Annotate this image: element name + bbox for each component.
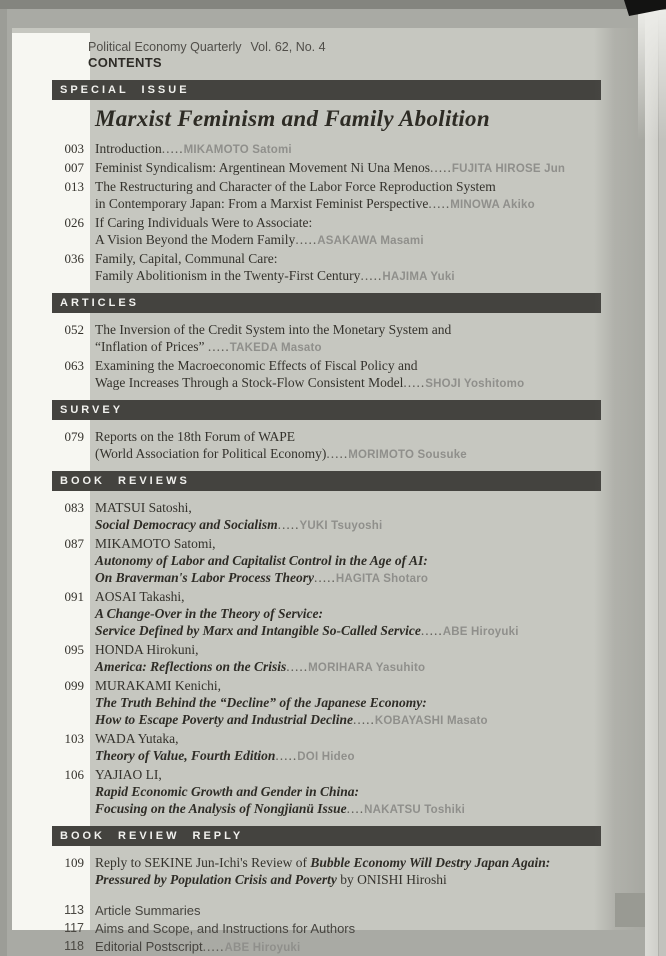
book-title-text: How to Escape Poverty and Industrial Decline — [95, 712, 353, 727]
entry-lines — [88, 214, 645, 250]
toc-entry — [12, 588, 645, 641]
entry-text: Feminist Syndicalism: Argentinean Movement Ni Una Menos — [95, 160, 430, 175]
leader-dots: ..... — [295, 232, 318, 247]
leader-dots: ..... — [353, 712, 375, 727]
leader-dots: ..... — [403, 375, 426, 390]
entry-line — [95, 195, 645, 214]
entry-lines — [88, 766, 645, 819]
entry-author: YUKI Tsuyoshi — [299, 520, 383, 532]
entry-line — [95, 267, 645, 286]
entry-page-number: 103 — [64, 731, 84, 746]
leader-dots: ..... — [420, 623, 443, 638]
section-bar — [52, 471, 601, 491]
entry-lines — [88, 250, 645, 286]
entry-author: ASAKAWA Masami — [317, 235, 424, 247]
entry-lines — [88, 854, 645, 888]
entry-line — [95, 920, 645, 937]
entry-line — [95, 694, 645, 711]
entry-author: HAGITA Shotaro — [335, 573, 429, 585]
entry-page-number: 095 — [64, 642, 84, 657]
book-title-text: Social Democracy and Socialism — [95, 517, 278, 532]
toc-entry — [12, 250, 645, 286]
journal-issue: Vol. 62, No. 4 — [250, 40, 326, 54]
entry-line — [95, 854, 645, 871]
entry-line — [95, 178, 645, 195]
entry-author: ABE Hiroyuki — [442, 626, 519, 638]
toc-entry — [12, 140, 645, 159]
entry-page-number: 099 — [64, 678, 84, 693]
entry-line — [95, 569, 645, 588]
entry-text: Family, Capital, Communal Care: — [95, 251, 278, 266]
entry-text: in Contemporary Japan: From a Marxist Feminist Perspective — [95, 196, 429, 211]
entry-author: TAKEDA Masato — [229, 342, 322, 354]
entry-lines — [88, 641, 645, 677]
entry-author: KOBAYASHI Masato — [374, 715, 488, 727]
entry-text: Article Summaries — [95, 903, 201, 918]
entry-line — [95, 730, 645, 747]
section-entries — [12, 902, 645, 956]
toc-entry — [12, 499, 645, 535]
entry-line — [95, 938, 645, 956]
entry-lines — [88, 178, 645, 214]
entry-line — [95, 677, 645, 694]
entry-lines — [88, 535, 645, 588]
entry-text: WADA Yutaka, — [95, 731, 179, 746]
entry-page-number: 079 — [64, 429, 84, 444]
leader-dots: ..... — [286, 659, 309, 674]
page-edge-band — [645, 10, 658, 956]
entry-page-number: 117 — [64, 921, 84, 935]
toc-entry — [12, 938, 645, 956]
entry-line — [95, 605, 645, 622]
book-title-text: Theory of Value, Fourth Edition — [95, 748, 276, 763]
entry-line — [95, 588, 645, 605]
book-edge — [658, 10, 666, 956]
book-title-text: Pressured by Population Crisis and Poverty — [95, 872, 337, 887]
section-bar-label: BOOK REVIEWS — [60, 475, 190, 487]
entry-lines — [88, 902, 645, 919]
toc-entry — [12, 535, 645, 588]
book-title-text: America: Reflections on the Crisis — [95, 659, 287, 674]
entry-page-number: 083 — [64, 500, 84, 515]
entry-page-number: 113 — [64, 903, 84, 917]
section-entries — [12, 854, 645, 888]
entry-line — [95, 800, 645, 819]
entry-text: YAJIAO LI, — [95, 767, 162, 782]
entry-author: FUJITA HIROSE Jun — [451, 163, 566, 175]
section-bar-label: SURVEY — [60, 404, 124, 416]
entry-line — [95, 658, 645, 677]
photo-top-strip — [0, 0, 666, 9]
entry-line — [95, 766, 645, 783]
entry-line — [95, 231, 645, 250]
toc-entry — [12, 920, 645, 937]
entry-line — [95, 552, 645, 569]
entry-lines — [88, 730, 645, 766]
entry-text: Reply to SEKINE Jun-Ichi's Review of — [95, 855, 311, 870]
journal-masthead — [88, 40, 645, 55]
entry-text: Family Abolitionism in the Twenty-First Century — [95, 268, 361, 283]
entry-author: MORIHARA Yasuhito — [308, 662, 426, 674]
entry-text: MATSUI Satoshi, — [95, 500, 192, 515]
entry-line — [95, 783, 645, 800]
entry-text: MIKAMOTO Satomi, — [95, 536, 216, 551]
entry-line — [95, 321, 645, 338]
section-bar — [52, 293, 601, 313]
toc-entry — [12, 428, 645, 464]
book-title-text: Bubble Economy Will Destry Japan Again: — [310, 855, 551, 870]
entry-line — [95, 516, 645, 535]
book-title-text: A Change-Over in the Theory of Service: — [95, 606, 323, 621]
section-bar-label: BOOK REVIEW REPLY — [60, 830, 244, 842]
entry-page-number: 087 — [64, 536, 84, 551]
leader-dots: ..... — [326, 446, 349, 461]
leader-dots: ..... — [202, 939, 225, 954]
entry-line — [95, 747, 645, 766]
toc-entry — [12, 214, 645, 250]
toc-entry — [12, 178, 645, 214]
entry-line — [95, 357, 645, 374]
entry-author: DOI Hideo — [297, 751, 355, 763]
entry-text: by ONISHI Hiroshi — [336, 872, 447, 887]
book-title-text: Focusing on the Analysis of Nongjianü Issue — [95, 801, 347, 816]
special-issue-title: Marxist Feminism and Family Abolition — [95, 106, 490, 131]
toc-entry — [12, 730, 645, 766]
leader-dots: ..... — [360, 268, 383, 283]
toc-entry — [12, 321, 645, 357]
section-bar — [52, 400, 601, 420]
section-bar-label: ARTICLES — [60, 297, 139, 309]
entry-page-number: 109 — [64, 855, 84, 870]
toc-entry — [12, 766, 645, 819]
section-entries — [12, 499, 645, 819]
entry-line — [95, 428, 645, 445]
entry-page-number: 026 — [64, 215, 84, 230]
entry-author: ABE Hiroyuki — [224, 942, 301, 954]
toc-entry — [12, 159, 645, 178]
entry-line — [95, 250, 645, 267]
leader-dots: ..... — [207, 339, 230, 354]
toc-entry — [12, 902, 645, 919]
entry-lines — [88, 428, 645, 464]
entry-lines — [88, 357, 645, 393]
book-title-text: Service Defined by Marx and Intangible So-Called Service — [95, 623, 421, 638]
toc-entry — [12, 357, 645, 393]
leader-dots: ..... — [428, 196, 451, 211]
toc-entry — [12, 854, 645, 888]
entry-lines — [88, 677, 645, 730]
entry-text: Wage Increases Through a Stock-Flow Consistent Model — [95, 375, 404, 390]
entry-text: Editorial Postscript — [95, 939, 203, 954]
entry-author: HAJIMA Yuki — [382, 271, 455, 283]
entry-line — [95, 140, 645, 159]
entry-text: Examining the Macroeconomic Effects of Fiscal Policy and — [95, 358, 418, 373]
entry-author: SHOJI Yoshitomo — [425, 378, 525, 390]
entry-lines — [88, 938, 645, 956]
entry-line — [95, 214, 645, 231]
entry-author: MIKAMOTO Satomi — [183, 144, 292, 156]
entry-line — [95, 871, 645, 888]
entry-lines — [88, 920, 645, 937]
entry-lines — [88, 499, 645, 535]
book-title-text: Rapid Economic Growth and Gender in China: — [95, 784, 360, 799]
toc-entry — [12, 641, 645, 677]
entry-page-number: 091 — [64, 589, 84, 604]
entry-page-number: 003 — [64, 141, 84, 156]
entry-author: NAKATSU Toshiki — [364, 804, 466, 816]
leader-dots: ..... — [314, 570, 336, 585]
entry-text: AOSAI Takashi, — [95, 589, 185, 604]
entry-page-number: 036 — [64, 251, 84, 266]
section-entries — [12, 428, 645, 464]
entry-page-number: 007 — [64, 160, 84, 175]
entry-text: (World Association for Political Economy) — [95, 446, 327, 461]
leader-dots: ..... — [275, 748, 298, 763]
leader-dots: ..... — [277, 517, 300, 532]
book-title-text: Autonomy of Labor and Capitalist Control in the Age of AI: — [95, 553, 428, 568]
toc-entry — [12, 677, 645, 730]
entry-lines — [88, 140, 645, 159]
entry-page-number: 106 — [64, 767, 84, 782]
entry-line — [95, 374, 645, 393]
leader-dots: ..... — [161, 141, 184, 156]
section-bar-label: SPECIAL ISSUE — [60, 84, 190, 96]
entry-line — [95, 535, 645, 552]
entry-page-number: 063 — [64, 358, 84, 373]
entry-line — [95, 711, 645, 730]
page-edge-highlight — [638, 10, 666, 140]
contents-label: CONTENTS — [88, 55, 162, 70]
entry-text: A Vision Beyond the Modern Family — [95, 232, 296, 247]
entry-text: The Inversion of the Credit System into the Monetary System and — [95, 322, 452, 337]
entry-text: “Inflation of Prices” — [95, 339, 208, 354]
entry-text: If Caring Individuals Were to Associate: — [95, 215, 313, 230]
entry-text: Introduction — [95, 141, 162, 156]
entry-line — [95, 338, 645, 357]
leader-dots: .... — [346, 801, 365, 816]
book-title-text: On Braverman's Labor Process Theory — [95, 570, 314, 585]
entry-line — [95, 499, 645, 516]
entry-line — [95, 641, 645, 658]
toc-body — [12, 80, 645, 956]
entry-text: HONDA Hirokuni, — [95, 642, 199, 657]
entry-text: Reports on the 18th Forum of WAPE — [95, 429, 295, 444]
book-title-text: The Truth Behind the “Decline” of the Japanese Economy: — [95, 695, 427, 710]
entry-line — [95, 445, 645, 464]
entry-page-number: 013 — [64, 179, 84, 194]
entry-text: MURAKAMI Kenichi, — [95, 678, 221, 693]
entry-line — [95, 902, 645, 919]
section-bar — [52, 80, 601, 100]
page-corner-shadow — [615, 893, 648, 927]
section-entries — [12, 321, 645, 393]
entry-page-number: 118 — [64, 939, 84, 953]
section-entries — [12, 140, 645, 286]
entry-line — [95, 622, 645, 641]
toc-content — [12, 33, 645, 956]
entry-line — [95, 159, 645, 178]
photo-left-shade — [0, 9, 7, 956]
entry-lines — [88, 159, 645, 178]
entry-lines — [88, 588, 645, 641]
section-bar — [52, 826, 601, 846]
entry-text: Aims and Scope, and Instructions for Authors — [95, 921, 356, 936]
entry-page-number: 052 — [64, 322, 84, 337]
entry-lines — [88, 321, 645, 357]
entry-author: MORIMOTO Sousuke — [348, 449, 467, 461]
entry-author: MINOWA Akiko — [450, 199, 535, 211]
leader-dots: ..... — [429, 160, 452, 175]
entry-text: The Restructuring and Character of the Labor Force Reproduction System — [95, 179, 496, 194]
journal-title: Political Economy Quarterly — [88, 40, 242, 54]
